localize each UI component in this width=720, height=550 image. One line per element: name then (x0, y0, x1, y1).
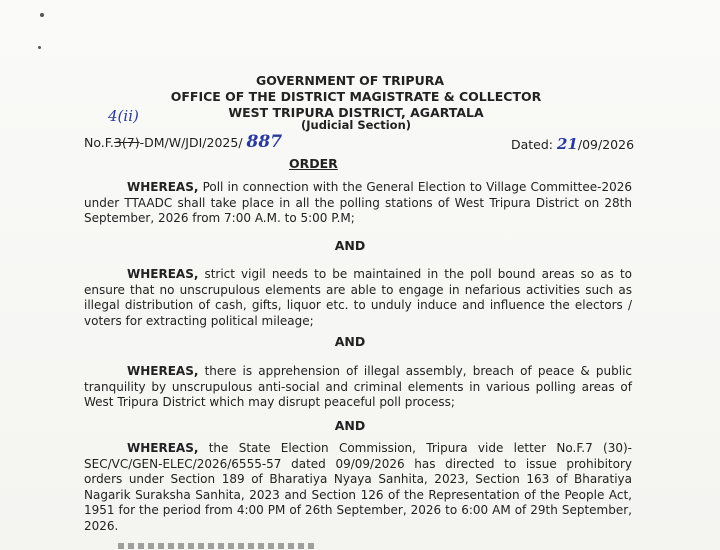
paragraph-lead: WHEREAS, (127, 180, 199, 194)
handwritten-annotation: 4(ii) (108, 107, 139, 125)
reference-handwritten-number: 887 (246, 132, 283, 152)
punch-mark (38, 46, 41, 49)
paragraph-text: there is apprehension of illegal assembly, breach of peace & public tranquility by unscrupulous anti-social and criminal elements in various polling areas of West Tripura District which may disrupt peaceful poll process; (84, 364, 632, 409)
punch-mark (40, 13, 44, 17)
paragraph-4 (84, 441, 632, 534)
connector-and: AND (334, 238, 366, 253)
paragraph-3 (84, 364, 632, 411)
paragraph-text: strict vigil needs to be maintained in the poll bound areas so as to ensure that no unscrupulous elements are able to engage in nefarious activities such as illegal distribution of cash, gifts, liquor etc. to unduly induce and influence the electors / voters for extracting political mileage; (84, 267, 632, 328)
paragraph-text: Poll in connection with the General Election to Village Committee-2026 under TTAADC shall take place in all the polling stations of West Tripura District on 28th September, 2026 from 7:00 A.M. to 5:00 P.M; (84, 180, 632, 225)
paragraph-lead: WHEREAS, (127, 364, 199, 378)
dated-label: Dated: (511, 137, 554, 152)
dated-handwritten-day: 21 (557, 135, 578, 153)
paragraph-2 (84, 267, 632, 329)
cut-off-text-line (118, 543, 318, 549)
header-section: (Judicial Section) (300, 118, 412, 132)
dated-rest: /09/2026 (577, 137, 635, 152)
order-title: ORDER (289, 156, 338, 171)
paragraph-lead: WHEREAS, (127, 441, 199, 455)
paragraph-lead: WHEREAS, (127, 267, 199, 281)
paragraph-text: the State Election Commission, Tripura vide letter No.F.7 (30)-SEC/VC/GEN-ELEC/2026/6555-57 dated 09/09/2026 has directed to issue prohibitory orders under Section 189 of Bharatiya Nyaya Sanhita, 2023, Section 163 of Bharatiya Nagarik Suraksha Sanhita, 2023 and Section 126 of the Representation of the People Act, 1951 for the period from 4:00 PM of 26th September, 2026 to 6:00 AM of 29th September, 2026. (84, 441, 632, 533)
header-government: GOVERNMENT OF TRIPURA (255, 73, 445, 88)
reference-middle: -DM/W/JDI/2025/ (139, 135, 243, 150)
reference-number (84, 132, 282, 152)
header-district: WEST TRIPURA DISTRICT, AGARTALA (228, 105, 484, 120)
reference-prefix: No.F. (84, 135, 114, 150)
header-office: OFFICE OF THE DISTRICT MAGISTRATE & COLLECTOR (170, 89, 542, 104)
date-line (511, 135, 634, 153)
paragraph-1 (84, 180, 632, 227)
reference-struck: 3(7) (113, 135, 140, 150)
connector-and: AND (334, 418, 366, 433)
connector-and: AND (334, 334, 366, 349)
